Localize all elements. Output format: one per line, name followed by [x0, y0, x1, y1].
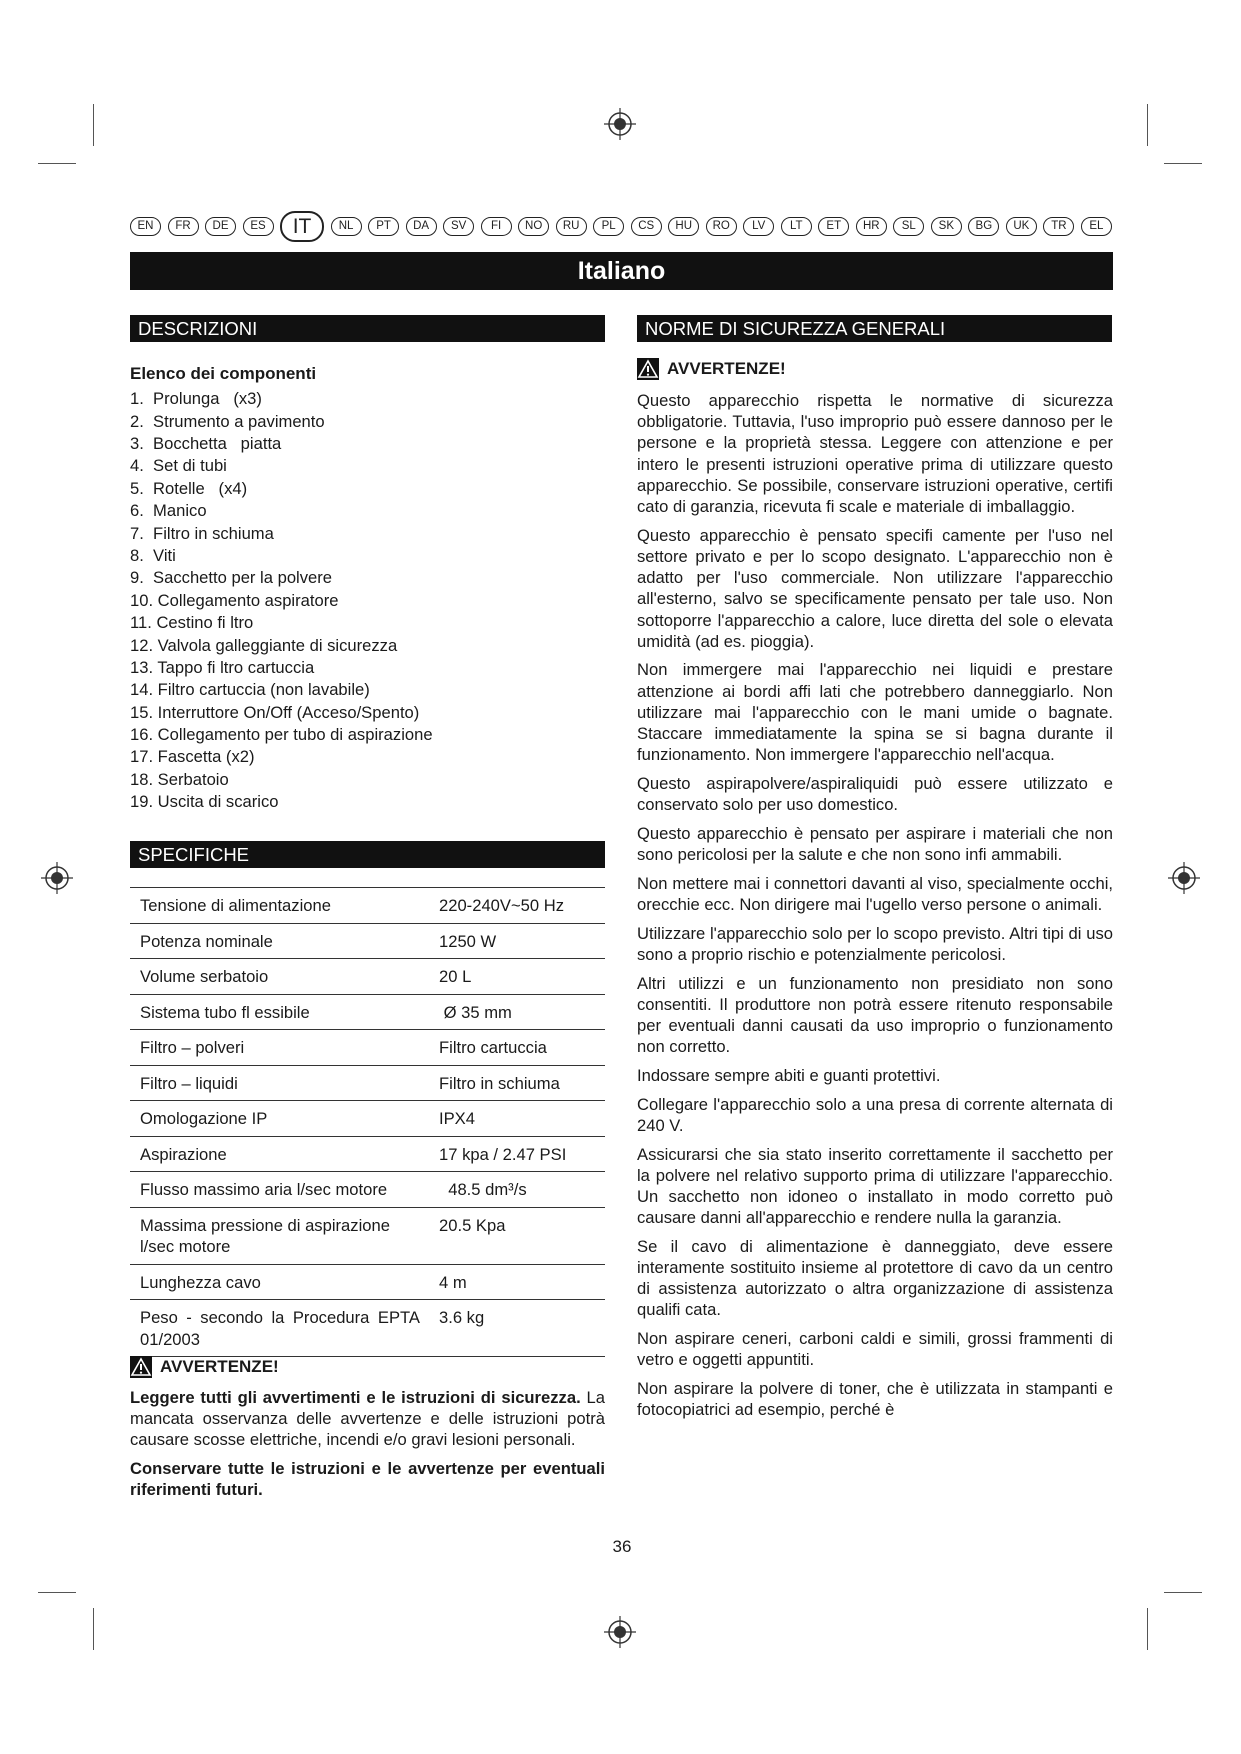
table-row — [130, 888, 605, 924]
spec-value: Ø 35 mm — [439, 1002, 512, 1022]
registration-mark-icon — [603, 107, 637, 141]
list-item: 3. Bocchetta piatta — [130, 433, 282, 453]
spec-label: Omologazione IP — [140, 1109, 268, 1128]
list-item: 14. Filtro cartuccia (non lavabile) — [130, 680, 370, 700]
right-warning-title — [637, 358, 786, 380]
crop-mark — [1147, 1608, 1148, 1650]
safety-paragraph: Assicurarsi che sia stato inserito correttamente il sacchetto per la polvere nel relativo supporto prima di utilizzare l'apparecchio. Un sacchetto non idoneo o installato in modo corretto può causare danni all'apparecchio e rendere nulla la garanzia. — [637, 1144, 1113, 1228]
table-row — [130, 1300, 605, 1357]
spec-label: Potenza nominale — [140, 931, 273, 951]
language-bar — [130, 211, 1112, 241]
language-lv: LV — [743, 217, 774, 236]
warning-title: AVVERTENZE! — [667, 359, 786, 378]
safety-paragraph: Se il cavo di alimentazione è danneggiato, deve essere interamente sostituito insieme al protettore di cavo da un centro di assistenza autorizzato o altra organizzazione di assistenza qualifi cata. — [637, 1236, 1113, 1320]
spec-value: 20.5 Kpa — [439, 1215, 506, 1235]
spec-label: Volume serbatoio — [140, 967, 269, 986]
registration-mark-icon — [40, 861, 74, 895]
safety-paragraph: Non mettere mai i connettori davanti al viso, specialmente occhi, orecchie ecc. Non dirigere mai l'ugello verso persone o animali. — [637, 873, 1113, 914]
list-item: 11. Cestino fi ltro — [130, 613, 254, 633]
components-heading: Elenco dei componenti — [130, 364, 317, 383]
safety-paragraph: Questo apparecchio rispetta le normative di sicurezza obbligatorie. Tuttavia, l'uso improprio può essere dannoso per le persone e la proprietà stessa. Leggere con attenzione e per intero le presenti istruzioni operative prima di utilizzare questo apparecchio. Se possibile, conservare istruzioni operative, certifi cato di garanzia, ricevuta fi scale e materiale di imballaggio. — [637, 391, 1113, 517]
language-it: IT — [280, 211, 324, 242]
safety-paragraph: Non aspirare ceneri, carboni caldi e simili, grossi frammenti di vetro e oggetti appuntiti. — [637, 1329, 1113, 1370]
language-ru: RU — [556, 217, 587, 236]
norme-heading: NORME DI SICUREZZA GENERALI — [637, 315, 1112, 342]
language-sk: SK — [931, 217, 962, 236]
spec-value: 4 m — [439, 1272, 467, 1292]
registration-mark-icon — [603, 1615, 637, 1649]
crop-mark — [38, 163, 76, 164]
language-bg: BG — [968, 217, 999, 236]
warning-body-text: La mancata osservanza delle avvertenze e delle istruzioni potrà causare scosse elettriche, incendi e/o gravi lesioni personali. — [130, 1388, 605, 1450]
safety-paragraph: Questo apparecchio è pensato specifi camente per l'uso nel settore privato e per lo scopo designato. L'apparecchio non è adatto per l'uso commerciale. Non utilizzare l'apparecchio all'esterno, salvo se specificamente pensato per tale uso. Non sottoporre l'apparecchio a calore, luce diretta del sole o elevata umidità (ad es. pioggia). — [637, 525, 1113, 651]
crop-mark — [1164, 163, 1202, 164]
page-title: Italiano — [130, 252, 1113, 290]
table-row — [130, 1172, 605, 1208]
list-item: 16. Collegamento per tubo di aspirazione — [130, 725, 433, 745]
spec-label: Aspirazione — [140, 1144, 227, 1164]
safety-paragraph: Indossare sempre abiti e guanti protettivi. — [637, 1065, 941, 1085]
crop-mark — [38, 1592, 76, 1593]
warning-title: AVVERTENZE! — [160, 1357, 279, 1376]
language-cs: CS — [631, 217, 662, 236]
spec-value: 1250 W — [439, 931, 497, 951]
table-row — [130, 959, 605, 995]
crop-mark — [1164, 1592, 1202, 1593]
spec-value: 220-240V~50 Hz — [439, 896, 565, 915]
crop-mark — [93, 1608, 94, 1650]
crop-mark — [93, 104, 94, 146]
language-fi: FI — [481, 217, 512, 236]
spec-label: Flusso massimo aria l/sec motore — [140, 1180, 388, 1199]
specifiche-heading: SPECIFICHE — [130, 841, 605, 868]
list-item: 9. Sacchetto per la polvere — [130, 568, 333, 588]
list-item: 12. Valvola galleggiante di sicurezza — [130, 635, 398, 655]
page-number: 36 — [612, 1537, 632, 1556]
spec-label: Massima pressione di aspirazione l/sec motore — [140, 1215, 390, 1256]
spec-label: Peso - secondo la Procedura EPTA 01/2003 — [140, 1308, 420, 1349]
language-es: ES — [243, 217, 274, 236]
spec-value: 17 kpa / 2.47 PSI — [439, 1144, 567, 1164]
list-item: 10. Collegamento aspiratore — [130, 590, 339, 610]
list-item: 2. Strumento a pavimento — [130, 411, 325, 431]
specs-table — [130, 887, 605, 1357]
table-row — [130, 1065, 605, 1101]
warning-keep-text: Conservare tutte le istruzioni e le avvertenze per eventuali riferimenti futuri. — [130, 1459, 605, 1500]
language-no: NO — [518, 217, 549, 236]
warning-triangle-icon — [637, 358, 659, 380]
safety-paragraph: Non aspirare la polvere di toner, che è utilizzata in stampanti e fotocopiatrici ad esempio, perché è — [637, 1379, 1113, 1420]
language-pl: PL — [593, 217, 624, 236]
crop-mark — [1147, 104, 1148, 146]
language-uk: UK — [1006, 217, 1037, 236]
spec-label: Filtro – polveri — [140, 1038, 245, 1057]
safety-paragraph: Utilizzare l'apparecchio solo per lo scopo previsto. Altri tipi di uso sono a proprio rischio e potenzialmente pericolosi. — [637, 923, 1113, 964]
language-el: EL — [1081, 217, 1112, 236]
language-tr: TR — [1043, 217, 1074, 236]
components-section — [130, 363, 605, 814]
left-warning-text — [130, 1387, 605, 1508]
warning-triangle-icon — [130, 1356, 152, 1378]
list-item: 17. Fascetta (x2) — [130, 747, 255, 767]
safety-paragraph: Questo apparecchio è pensato per aspirare i materiali che non sono pericolosi per la salute e che non sono infi ammabili. — [637, 823, 1113, 865]
spec-label: Lunghezza cavo — [140, 1272, 261, 1292]
list-item: 8. Viti — [130, 545, 176, 565]
safety-paragraphs — [637, 390, 1113, 1428]
language-hu: HU — [668, 217, 699, 236]
table-row — [130, 1264, 605, 1300]
language-lt: LT — [781, 217, 812, 236]
list-item: 5. Rotelle (x4) — [130, 478, 248, 498]
safety-paragraph: Collegare l'apparecchio solo a una presa di corrente alternata di 240 V. — [637, 1094, 1113, 1135]
spec-label: Tensione di alimentazione — [140, 896, 331, 915]
language-et: ET — [818, 217, 849, 236]
language-pt: PT — [368, 217, 399, 236]
safety-paragraph: Non immergere mai l'apparecchio nei liquidi e prestare attenzione ai bordi affi lati che potrebbero danneggiarlo. Non utilizzare mai l'apparecchio con le mani umide o bagnate. Staccare immediatamente la spina se si bagna durante il funzionamento. Non immergere l'apparecchio nell'acqua. — [637, 660, 1113, 765]
list-item: 4. Set di tubi — [130, 456, 227, 476]
table-row — [130, 1207, 605, 1264]
list-item: 15. Interruttore On/Off (Acceso/Spento) — [130, 702, 420, 722]
safety-paragraph: Questo aspirapolvere/aspiraliquidi può essere utilizzato e conservato solo per uso domestico. — [637, 773, 1113, 815]
list-item: 18. Serbatoio — [130, 769, 229, 789]
language-en: EN — [130, 217, 161, 236]
spec-value: 20 L — [439, 967, 472, 986]
list-item: 6. Manico — [130, 501, 207, 521]
table-row — [130, 1101, 605, 1137]
table-row — [130, 1030, 605, 1066]
language-ro: RO — [706, 217, 737, 236]
spec-label: Filtro – liquidi — [140, 1073, 238, 1093]
warning-bold-text: Leggere tutti gli avvertimenti e le istruzioni di sicurezza. — [130, 1388, 581, 1407]
spec-value: IPX4 — [439, 1109, 475, 1128]
spec-label: Sistema tubo fl essibile — [140, 1002, 310, 1022]
language-de: DE — [205, 217, 236, 236]
left-warning-title — [130, 1356, 279, 1378]
language-nl: NL — [331, 217, 362, 236]
table-row — [130, 923, 605, 959]
components-list — [130, 388, 605, 813]
table-row — [130, 1136, 605, 1172]
safety-paragraph: Altri utilizzi e un funzionamento non presidiato non sono consentiti. Il produttore non potrà essere ritenuto responsabile per eventuali danni causati da uso improprio o funzionamento non corretto. — [637, 973, 1113, 1057]
spec-value: 48.5 dm³/s — [439, 1180, 527, 1199]
list-item: 7. Filtro in schiuma — [130, 523, 274, 543]
spec-value: Filtro cartuccia — [439, 1038, 547, 1057]
language-sv: SV — [443, 217, 474, 236]
spec-value: Filtro in schiuma — [439, 1073, 560, 1093]
list-item: 13. Tappo fi ltro cartuccia — [130, 657, 315, 677]
spec-value: 3.6 kg — [439, 1308, 485, 1327]
list-item: 1. Prolunga (x3) — [130, 389, 262, 409]
language-fr: FR — [168, 217, 199, 236]
language-sl: SL — [893, 217, 924, 236]
descrizioni-heading: DESCRIZIONI — [130, 315, 605, 342]
registration-mark-icon — [1167, 861, 1201, 895]
table-row — [130, 994, 605, 1030]
list-item: 19. Uscita di scarico — [130, 792, 279, 812]
language-da: DA — [406, 217, 437, 236]
language-hr: HR — [856, 217, 887, 236]
